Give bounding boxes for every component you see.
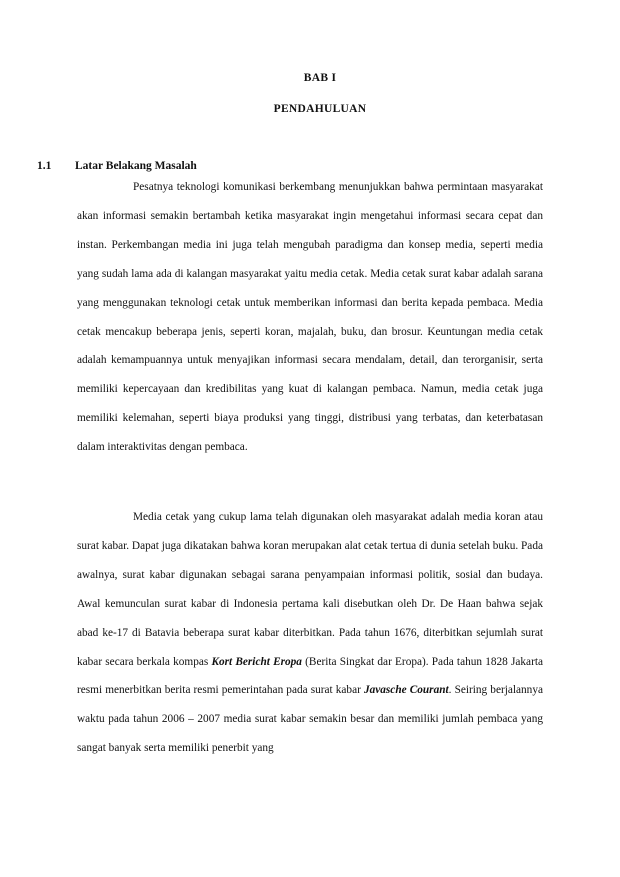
chapter-title: PENDAHULUAN — [273, 103, 367, 115]
paragraph-1 — [77, 173, 543, 462]
paragraph-2-text — [77, 503, 543, 763]
section-number: 1.1 — [37, 160, 52, 172]
paragraph-2-part-3: . Seiring berjalannya waktu pada tahun 2006 – 2007 media surat kabar semakin besar dan memiliki jumlah pembaca yang sangat banyak serta memiliki penerbit yang — [77, 684, 543, 755]
paragraph-2-part-2: (Berita Singkat dar Eropa). Pada tahun 1828 Jakarta resmi menerbitkan berita resmi pemerintahan pada surat kabar — [77, 655, 543, 697]
section-heading — [37, 160, 197, 172]
paragraph-1-text: Pesatnya teknologi komunikasi berkembang menunjukkan bahwa permintaan masyarakat akan informasi semakin bertambah ketika masyarakat ingin mengetahui informasi secara cepat dan instan. Perkembangan media ini juga telah mengubah paradigma dan konsep media, seperti media yang sudah lama ada di kalangan masyarakat yaitu media cetak. Media cetak surat kabar adalah sarana yang menggunakan teknologi cetak untuk memberikan informasi dan berita kepada pembaca. Media cetak mencakup beberapa jenis, seperti koran, majalah, buku, dan brosur. Keuntungan media cetak adalah kemampuannya untuk menyajikan informasi secara mendalam, detail, dan terorganisir, serta memiliki kepercayaan dan kredibilitas yang kuat di kalangan pembaca. Namun, media cetak juga memiliki kelemahan, seperti biaya produksi yang tinggi, distribusi yang terbatas, dan keterbatasan dalam interaktivitas dengan pembaca. — [77, 181, 543, 454]
newspaper-name-kort-bericht: Kort Bericht Eropa — [211, 655, 302, 668]
section-title: Latar Belakang Masalah — [75, 160, 197, 172]
chapter-number: BAB I — [303, 72, 337, 84]
newspaper-name-javasche-courant: Javasche Courant — [363, 684, 449, 697]
paragraph-2-part-1: Media cetak yang cukup lama telah digunakan oleh masyarakat adalah media koran atau surat kabar. Dapat juga dikatakan bahwa koran merupakan alat cetak tertua di dunia setelah buku. Pada awalnya, surat kabar digunakan sebagai sarana penyampaian informasi politik, sosial dan budaya. Awal kemunculan surat kabar di Indonesia pertama kali disebutkan oleh Dr. De Haan bahwa sejak abad ke-17 di Batavia beberapa surat kabar diterbitkan. Pada tahun 1676, diterbitkan sejumlah surat kabar secara berkala kompas — [77, 511, 543, 668]
paragraph-2 — [77, 503, 543, 763]
